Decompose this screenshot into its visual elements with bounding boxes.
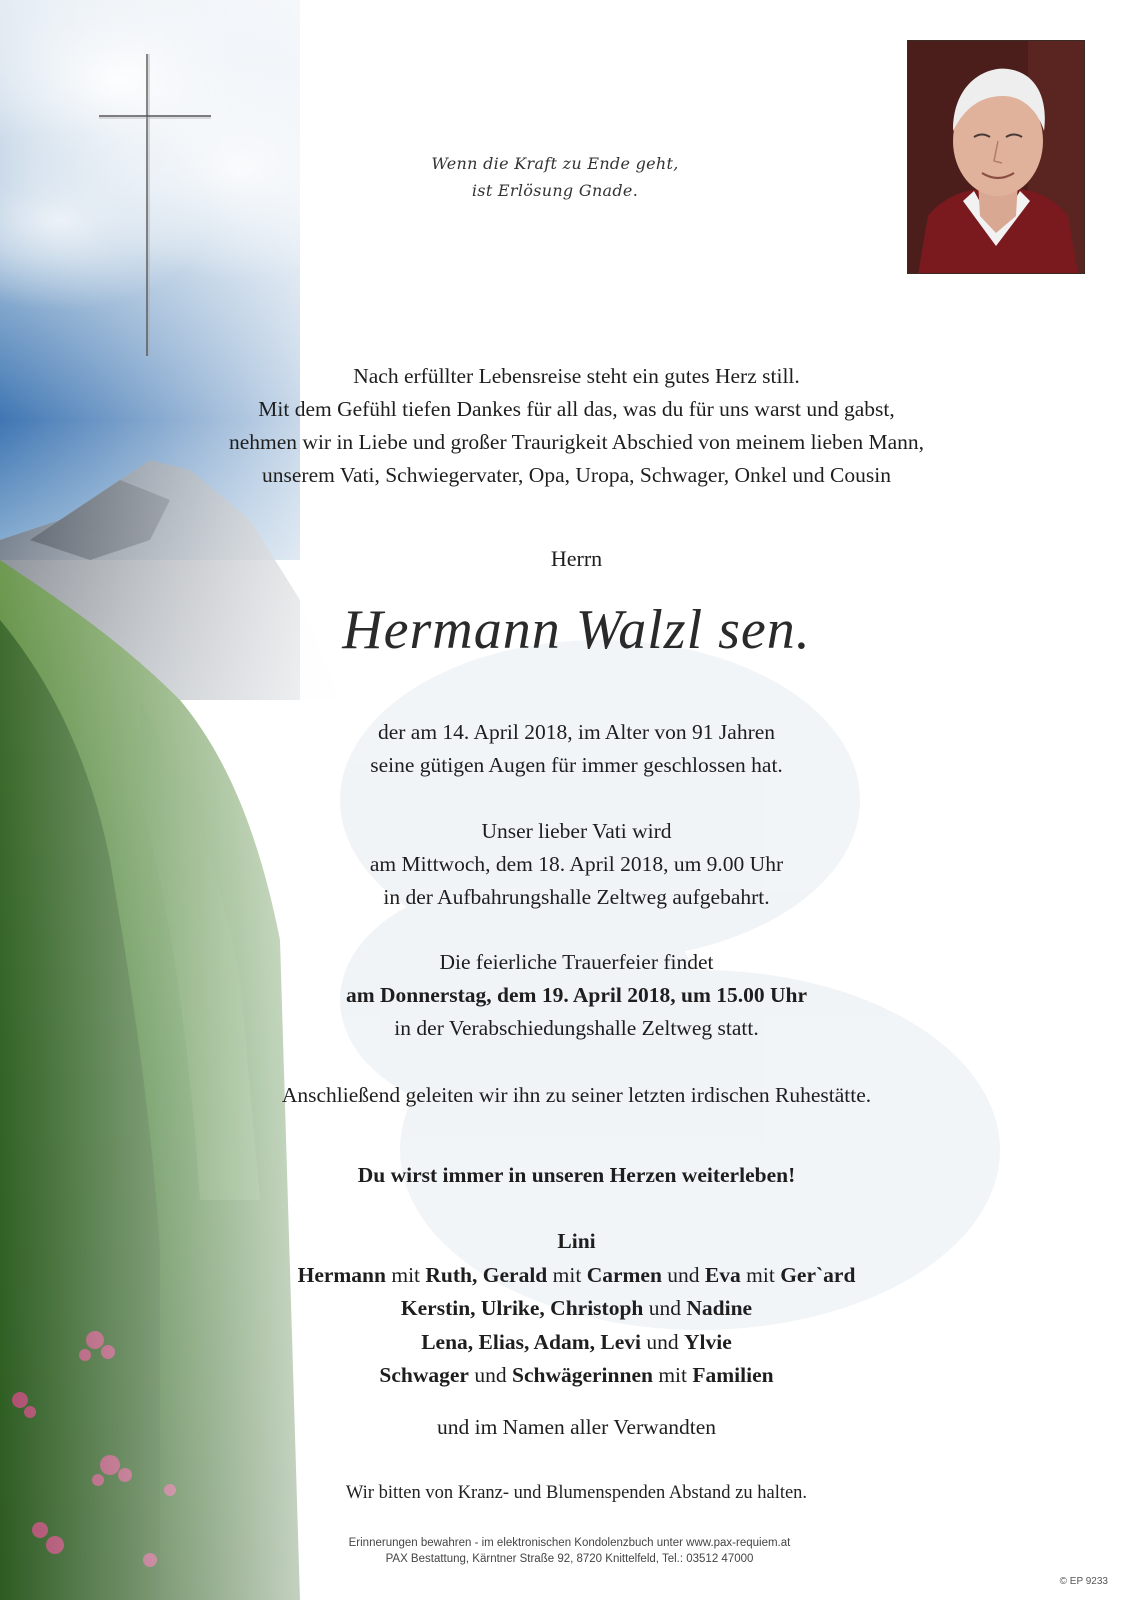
family-connector: mit <box>552 1262 582 1287</box>
intro-line: Nach erfüllter Lebensreise steht ein gutes Herz still. <box>353 364 800 388</box>
salutation: Herrn <box>550 546 603 571</box>
family-name: Familien <box>692 1363 774 1387</box>
funeral-line: in der Verabschiedungshalle Zeltweg statt. <box>394 1016 759 1040</box>
relatives-line: und im Namen aller Verwandten <box>436 1415 717 1439</box>
family-name: Gerald <box>482 1262 548 1287</box>
funeral-notice <box>0 946 1139 1045</box>
closing-line: Du wirst immer in unseren Herzen weiterleben! <box>357 1163 796 1187</box>
footer-line: PAX Bestattung, Kärntner Straße 92, 8720 Knittelfeld, Tel.: 03512 47000 <box>385 1553 754 1565</box>
family-row <box>0 1292 1139 1326</box>
family-connector: mit <box>391 1262 421 1287</box>
cross-icon <box>95 50 215 360</box>
family-name: Ruth, <box>425 1262 478 1287</box>
family-wife: Lini <box>557 1229 596 1253</box>
funeral-date-line: am Donnerstag, dem 19. April 2018, um 15.00 Uhr <box>345 983 808 1007</box>
death-line: der am 14. April 2018, im Alter von 91 Jahren <box>377 720 776 744</box>
motto <box>395 150 715 204</box>
motto-line: Wenn die Kraft zu Ende geht, <box>431 154 679 173</box>
viewing-line: in der Aufbahrungshalle Zeltweg aufgebahrt. <box>383 885 770 909</box>
footer-line: Erinnerungen bewahren - im elektronischen Kondolenzbuch unter www.pax-requiem.at <box>348 1537 791 1549</box>
family-name: Hermann <box>297 1262 386 1287</box>
family-name: Nadine <box>686 1296 753 1320</box>
family-name: Kerstin, Ulrike, Christoph <box>400 1296 644 1320</box>
family-connector: und <box>474 1363 507 1387</box>
family-row <box>0 1326 1139 1360</box>
family-name: Ylvie <box>684 1329 732 1354</box>
family-list <box>0 1225 1139 1393</box>
family-name: Schwägerinnen <box>511 1363 653 1387</box>
death-notice <box>0 716 1139 782</box>
burial-notice: Anschließend geleiten wir ihn zu seiner letzten irdischen Ruhestätte. <box>281 1083 872 1107</box>
intro-line: unserem Vati, Schwiegervater, Opa, Uropa, Schwager, Onkel und Cousin <box>262 463 891 487</box>
family-connector: mit <box>658 1363 687 1387</box>
deceased-name: Hermann Walzl sen. <box>342 599 811 661</box>
family-name: Ger`ard <box>780 1262 856 1287</box>
viewing-line: Unser lieber Vati wird <box>481 819 672 843</box>
document-code: © EP 9233 <box>1059 1576 1108 1587</box>
viewing-notice <box>0 815 1139 914</box>
funeral-line: Die feierliche Trauerfeier findet <box>439 950 714 974</box>
intro-paragraph <box>0 360 1139 492</box>
family-name: Schwager <box>379 1363 469 1387</box>
family-connector: und <box>648 1296 681 1320</box>
family-name: Eva <box>704 1262 741 1287</box>
footer <box>0 1535 1139 1567</box>
family-connector: und <box>646 1329 679 1354</box>
intro-line: nehmen wir in Liebe und großer Traurigkeit Abschied von meinem lieben Mann, <box>228 430 925 454</box>
family-row <box>0 1259 1139 1293</box>
death-line: seine gütigen Augen für immer geschlossen hat. <box>370 753 783 777</box>
intro-line: Mit dem Gefühl tiefen Dankes für all das, was du für uns warst und gabst, <box>258 397 895 421</box>
family-connector: mit <box>746 1262 775 1287</box>
portrait-photo <box>907 40 1085 274</box>
family-name: Lena, Elias, Adam, Levi <box>421 1329 642 1354</box>
family-name: Carmen <box>586 1262 662 1287</box>
motto-line: ist Erlösung Gnade. <box>471 181 639 200</box>
viewing-line: am Mittwoch, dem 18. April 2018, um 9.00 Uhr <box>369 852 784 876</box>
family-connector: und <box>667 1262 700 1287</box>
donation-request: Wir bitten von Kranz- und Blumenspenden Abstand zu halten. <box>345 1483 808 1503</box>
family-row <box>0 1359 1139 1393</box>
